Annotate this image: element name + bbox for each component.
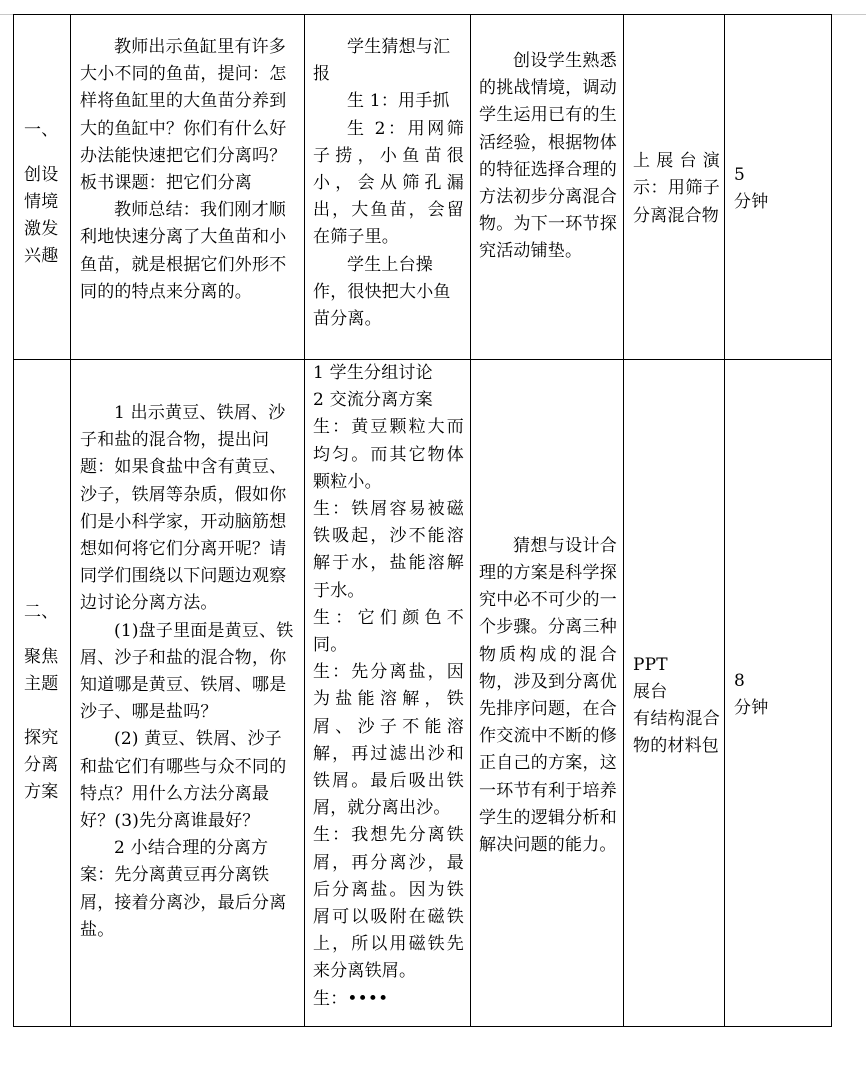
student-paragraph: 生：先分离盐，因为盐能溶解，铁屑、沙子不能溶解，再过滤出沙和铁屑。最后吸出铁屑，就分离出沙。 — [313, 662, 464, 819]
stage-title-line: 主题 — [24, 673, 59, 694]
stage-title-line: 方案 — [24, 782, 59, 803]
design-intent-cell — [471, 15, 624, 360]
student-activity-cell — [305, 15, 471, 360]
media-text: PPT — [633, 654, 668, 675]
student-paragraph: 学生猜想与汇报 — [313, 37, 451, 85]
stage-number: 一、 — [24, 120, 59, 141]
teacher-paragraph: 2 小结合理的分离方案：先分离黄豆再分离铁屑，接着分离沙，最后分离盐。 — [80, 838, 287, 940]
time-value: 5 — [734, 164, 746, 185]
teacher-paragraph: (1)盘子里面是黄豆、铁屑、沙子和盐的混合物，你知道哪是黄豆、铁屑、哪是沙子、哪是盐吗？ — [80, 620, 294, 723]
time-unit: 分钟 — [734, 192, 769, 212]
student-paragraph: 生：铁屑容易被磁铁吸起，沙不能溶解于水，盐能溶解于水。 — [313, 499, 464, 601]
student-paragraph: 生：黄豆颗粒大而均匀。而其它物体颗粒小。 — [313, 417, 464, 492]
time-cell — [725, 360, 832, 1027]
time-value: 8 — [734, 670, 746, 691]
time-unit: 分钟 — [734, 698, 769, 718]
design-intent-text: 创设学生熟悉的挑战情境，调动学生运用已有的生活经验，根据物体的特征选择合理的方法初步分离混合物。为下一环节探究活动铺垫。 — [479, 51, 617, 262]
design-intent-cell — [471, 360, 624, 1027]
stage-title-line: 探究 — [24, 728, 59, 748]
lesson-plan-table — [13, 14, 832, 1027]
media-text: 展台 — [633, 681, 668, 702]
stage-title-line: 激发 — [24, 219, 59, 240]
teacher-paragraph: 教师出示鱼缸里有许多大小不同的鱼苗，提问：怎样将鱼缸里的大鱼苗分养到大的鱼缸中？你们有什么好办法能快速把它们分离吗？板书课题：把它们分离 — [80, 37, 287, 194]
teacher-activity-cell — [71, 15, 305, 360]
stage-title-line: 情境 — [24, 191, 59, 212]
stage-title-line: 聚焦 — [24, 646, 59, 667]
teacher-paragraph: (2) 黄豆、铁屑、沙子和盐它们有哪些与众不同的特点？用什么方法分离最好？(3)先分离谁最好？ — [80, 729, 287, 832]
table-row — [14, 360, 832, 1027]
media-text: 有结构混合物的材料包 — [633, 709, 720, 757]
stage-cell — [14, 360, 71, 1027]
student-paragraph: 生 2：用网筛子捞，小鱼苗很小，会从筛孔漏出，大鱼苗，会留在筛子里。 — [313, 118, 464, 248]
design-intent-text: 猜想与设计合理的方案是科学探究中必不可少的一个步骤。分离三种物质构成的混合物，涉及到分离优先排序问题，在合作交流中不断的修正自己的方案，这一环节有利于培养学生的逻辑分析和解决问题的能力。 — [479, 535, 617, 856]
student-paragraph: 生：我想先分离铁屑，再分离沙，最后分离盐。因为铁屑可以吸附在磁铁上，所以用磁铁先来分离铁屑。 — [313, 825, 464, 982]
table-row — [14, 15, 832, 360]
stage-title-line: 创设 — [24, 164, 59, 185]
student-paragraph: 2 交流分离方案 — [313, 390, 433, 411]
student-paragraph: 生：•••• — [313, 988, 389, 1009]
media-cell — [624, 360, 725, 1027]
student-paragraph: 学生上台操作，很快把大小鱼苗分离。 — [313, 254, 451, 330]
stage-title-line: 分离 — [24, 755, 59, 776]
student-paragraph: 1 学生分组讨论 — [313, 363, 433, 383]
student-paragraph: 生：它们颜色不同。 — [313, 607, 464, 656]
student-activity-cell — [305, 360, 471, 1027]
stage-cell — [14, 15, 71, 360]
teacher-paragraph: 教师总结：我们刚才顺利地快速分离了大鱼苗和小鱼苗，就是根据它们外形不同的的特点来分离的。 — [80, 200, 287, 302]
media-text: 上展台演示：用筛子分离混合物 — [633, 151, 720, 226]
stage-title-line: 兴趣 — [24, 246, 59, 267]
student-paragraph: 生 1：用手抓 — [347, 91, 450, 112]
teacher-paragraph: 1 出示黄豆、铁屑、沙子和盐的混合物，提出问题：如果食盐中含有黄豆、沙子，铁屑等杂质，假如你们是小科学家，开动脑筋想想如何将它们分离开呢？请同学们围绕以下问题边观察边讨论分离方法。 — [80, 403, 287, 614]
media-cell — [624, 15, 725, 360]
teacher-activity-cell — [71, 360, 305, 1027]
time-cell — [725, 15, 832, 360]
stage-number: 二、 — [24, 602, 59, 623]
